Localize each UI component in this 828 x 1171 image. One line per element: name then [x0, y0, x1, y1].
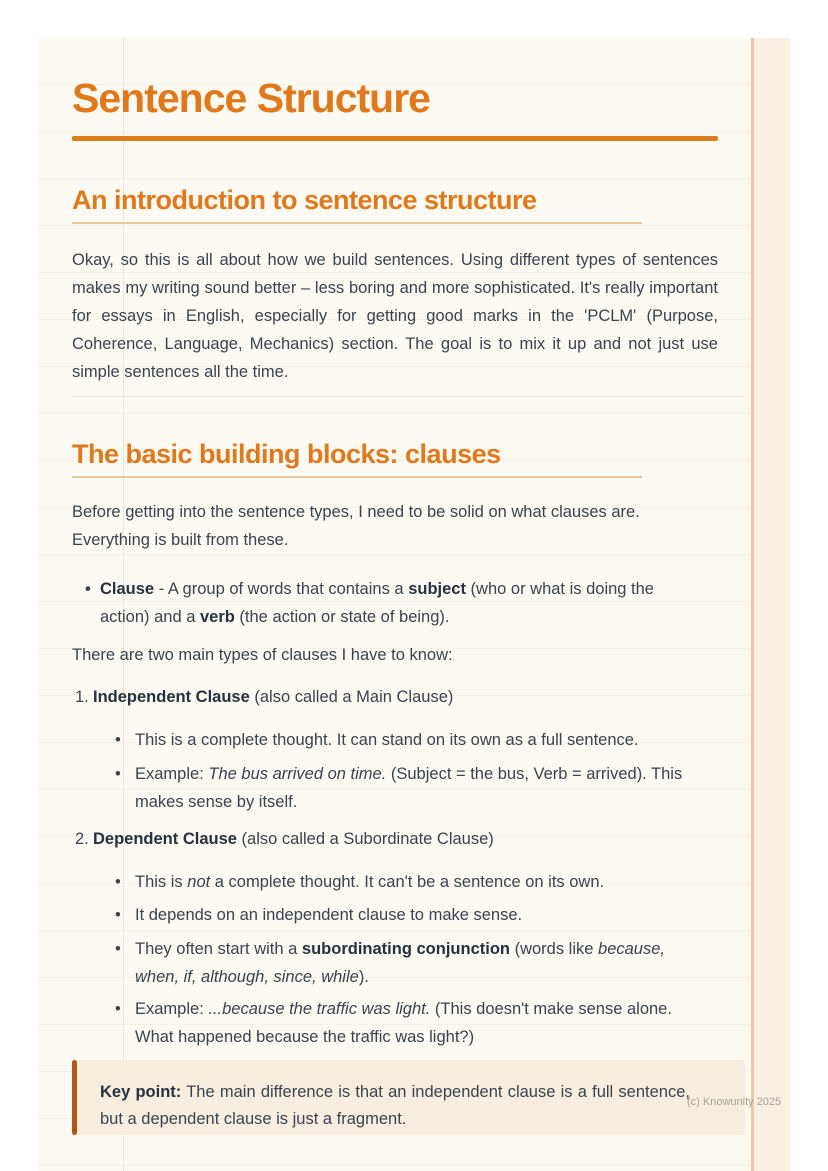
clause-types-intro: There are two main types of clauses I have to know:	[72, 646, 453, 665]
list-item-text: This is a complete thought. It can stand on its own as a full sentence.	[135, 731, 639, 750]
list-item-clause-definition	[72, 575, 718, 631]
list-item-text: Example: The bus arrived on time. (Subject = the bus, Verb = arrived). This makes sense by itself.	[135, 765, 683, 812]
heading-underline	[72, 222, 642, 224]
bullet-icon: •	[115, 873, 121, 892]
list-item-text: They often start with a subordinating conjunction (words like because, when, if, although, since, while).	[135, 940, 665, 987]
keypoint-accent-bar	[72, 1060, 77, 1135]
bullet-icon: •	[115, 731, 121, 750]
bullet-icon: •	[115, 765, 121, 784]
list-item-text: Clause - A group of words that contains a subject (who or what is doing the action) and a verb (the action or state of being).	[100, 580, 654, 627]
list-item	[72, 760, 718, 816]
numbered-item-label: Dependent Clause (also called a Subordinate Clause)	[93, 830, 494, 849]
section-clauses	[72, 439, 718, 1135]
list-number: 2.	[75, 830, 89, 849]
list-item	[72, 901, 718, 929]
list-item	[72, 935, 718, 991]
list-item-text: This is not a complete thought. It can't be a sentence on its own.	[135, 873, 605, 892]
bullet-icon: •	[115, 906, 121, 925]
numbered-item-independent-clause	[72, 683, 718, 711]
watermark: (c) Knowunity 2025	[687, 1096, 782, 1108]
section-heading-introduction: An introduction to sentence structure	[72, 185, 537, 216]
page-title: Sentence Structure	[72, 75, 430, 121]
clauses-intro-paragraph: Before getting into the sentence types, I need to be solid on what clauses are. Everything is built from these.	[72, 503, 640, 550]
intro-paragraph: Okay, so this is all about how we build sentences. Using different types of sentences makes my writing sound better – less boring and more sophisticated. It's really important for essays in English, especially for getting good marks in the 'PCLM' (Purpose, Coherence, Language, Mechanics) section. The goal is to mix it up and not just use simple sentences all the time.	[72, 251, 718, 382]
section-introduction	[72, 185, 718, 386]
document-page	[38, 38, 790, 1171]
page-edge-strip	[751, 38, 790, 1171]
title-rule	[72, 136, 718, 141]
list-item	[72, 995, 718, 1051]
bullet-icon: •	[115, 940, 121, 959]
numbered-item-dependent-clause	[72, 825, 718, 853]
section-heading-clauses: The basic building blocks: clauses	[72, 439, 501, 470]
list-number: 1.	[75, 688, 89, 707]
keypoint-text: Key point: The main difference is that an independent clause is a full sentence, but a dependent clause is just a fragment.	[100, 1083, 690, 1129]
list-item-text: Example: ...because the traffic was light. (This doesn't make sense alone. What happened because the traffic was light?)	[135, 1000, 672, 1047]
numbered-item-label: Independent Clause (also called a Main Clause)	[93, 688, 454, 707]
list-item	[72, 868, 718, 896]
bullet-icon: •	[115, 1000, 121, 1019]
list-item	[72, 726, 718, 754]
bullet-icon: •	[85, 580, 91, 599]
section-divider	[72, 396, 745, 397]
list-item-text: It depends on an independent clause to make sense.	[135, 906, 523, 925]
keypoint-callout	[72, 1060, 745, 1135]
heading-underline	[72, 476, 642, 478]
document-content	[72, 38, 718, 1135]
